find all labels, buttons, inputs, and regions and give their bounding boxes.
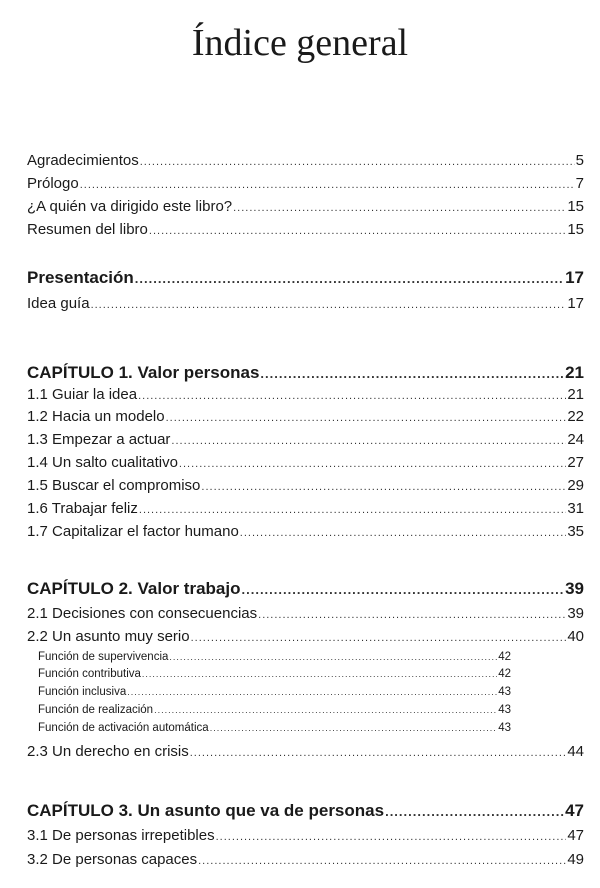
dot-leader	[179, 453, 566, 475]
toc-subentry-page: 42	[498, 651, 511, 663]
toc-entry-page: 15	[567, 221, 584, 238]
toc-entry-page: 5	[575, 152, 584, 169]
toc-entry-page: 47	[567, 827, 584, 844]
toc-entry-label: 1.5 Buscar el compromiso	[27, 477, 201, 494]
dot-leader	[385, 800, 564, 824]
dot-leader	[240, 522, 567, 544]
dot-leader	[140, 151, 575, 173]
toc-heading-label: CAPÍTULO 1. Valor personas	[27, 363, 260, 382]
dot-leader	[242, 578, 565, 602]
toc-entry-1-2[interactable]	[27, 406, 584, 429]
toc-entry-2-3[interactable]	[27, 741, 584, 764]
toc-heading-label: CAPÍTULO 3. Un asunto que va de personas	[27, 801, 385, 820]
dot-leader	[139, 499, 566, 521]
toc-heading-presentacion[interactable]	[27, 266, 584, 291]
toc-heading-label: Presentación	[27, 268, 134, 287]
toc-entry-page: 35	[567, 523, 584, 540]
toc-subentry-page: 42	[498, 668, 511, 680]
toc-entry-page: 24	[567, 431, 584, 448]
toc-entry-label: 1.1 Guiar la idea	[27, 386, 138, 403]
dot-leader	[80, 174, 575, 196]
toc-heading-page: 17	[565, 268, 584, 287]
toc-entry-page: 49	[567, 851, 584, 868]
dot-leader	[142, 666, 497, 683]
toc-subentry-label: Función de activación automática	[38, 722, 209, 734]
toc-entry-label: ¿A quién va dirigido este libro?	[27, 198, 233, 215]
toc-entry-page: 17	[567, 295, 584, 312]
toc-subentry-label: Función contributiva	[38, 668, 141, 680]
dot-leader	[169, 649, 497, 666]
toc-heading-label: CAPÍTULO 2. Valor trabajo	[27, 579, 241, 598]
toc-entry-3-2[interactable]	[27, 849, 584, 872]
toc-entry-page: 22	[567, 408, 584, 425]
dot-leader	[149, 220, 566, 242]
toc-entry-label: 3.2 De personas capaces	[27, 851, 198, 868]
toc-entry-1-5[interactable]	[27, 475, 584, 498]
toc-subentry-inclusiva[interactable]	[38, 684, 511, 701]
page-title: Índice general	[191, 22, 409, 64]
dot-leader	[171, 430, 566, 452]
toc-entry-idea-guia[interactable]	[27, 293, 584, 316]
dot-leader	[154, 702, 497, 719]
toc-entry-1-7[interactable]	[27, 521, 584, 544]
toc-entry-label: Idea guía	[27, 295, 90, 312]
dot-leader	[91, 294, 567, 316]
toc-entry-label: 1.7 Capitalizar el factor humano	[27, 523, 239, 540]
dot-leader	[233, 197, 566, 219]
toc-heading-page: 21	[565, 363, 584, 382]
toc-subentry-supervivencia[interactable]	[38, 649, 511, 666]
toc-entry-1-6[interactable]	[27, 498, 584, 521]
toc-subentry-label: Función de supervivencia	[38, 651, 169, 663]
toc-entry-a-quien[interactable]	[27, 196, 584, 219]
toc-entry-label: 2.2 Un asunto muy serio	[27, 628, 190, 645]
toc-heading-capitulo-3[interactable]	[27, 799, 584, 824]
dot-leader	[166, 407, 567, 429]
dot-leader	[138, 385, 566, 407]
toc-subentry-page: 43	[498, 704, 511, 716]
toc-entry-3-1[interactable]	[27, 825, 584, 848]
toc-entry-label: 1.6 Trabajar feliz	[27, 500, 138, 517]
toc-heading-capitulo-2[interactable]	[27, 577, 584, 602]
toc-subentry-activacion[interactable]	[38, 720, 511, 737]
toc-entry-page: 7	[575, 175, 584, 192]
dot-leader	[216, 826, 567, 848]
toc-subentry-page: 43	[498, 722, 511, 734]
toc-subentry-realizacion[interactable]	[38, 702, 511, 719]
dot-leader	[191, 627, 567, 649]
toc-entry-1-4[interactable]	[27, 452, 584, 475]
toc-entry-1-3[interactable]	[27, 429, 584, 452]
toc-entry-label: 1.2 Hacia un modelo	[27, 408, 165, 425]
toc-entry-page: 29	[567, 477, 584, 494]
dot-leader	[258, 604, 566, 626]
toc-entry-agradecimientos[interactable]	[27, 150, 584, 173]
dot-leader	[127, 684, 497, 701]
toc-entry-label: 2.1 Decisiones con consecuencias	[27, 605, 258, 622]
toc-entry-1-1[interactable]	[27, 384, 584, 407]
toc-entry-page: 27	[567, 454, 584, 471]
toc-entry-label: 2.3 Un derecho en crisis	[27, 743, 189, 760]
toc-subentry-label: Función inclusiva	[38, 686, 127, 698]
toc-entry-page: 44	[567, 743, 584, 760]
toc-entry-label: Agradecimientos	[27, 152, 139, 169]
dot-leader	[190, 742, 567, 764]
toc-entry-label: Resumen del libro	[27, 221, 148, 238]
toc-entry-2-1[interactable]	[27, 603, 584, 626]
toc-entry-page: 15	[567, 198, 584, 215]
toc-entry-label: 1.4 Un salto cualitativo	[27, 454, 178, 471]
toc-subentry-page: 43	[498, 686, 511, 698]
toc-entry-label: Prólogo	[27, 175, 79, 192]
toc-entry-resumen[interactable]	[27, 219, 584, 242]
toc-entry-page: 39	[567, 605, 584, 622]
dot-leader	[198, 850, 566, 872]
toc-heading-capitulo-1[interactable]	[27, 361, 584, 386]
toc-entry-page: 40	[567, 628, 584, 645]
toc-heading-page: 39	[565, 579, 584, 598]
toc-heading-page: 47	[565, 801, 584, 820]
toc-entry-label: 1.3 Empezar a actuar	[27, 431, 171, 448]
toc-subentry-contributiva[interactable]	[38, 666, 511, 683]
dot-leader	[135, 267, 564, 291]
toc-entry-page: 21	[567, 386, 584, 403]
toc-entry-2-2[interactable]	[27, 626, 584, 649]
dot-leader	[201, 476, 566, 498]
toc-entry-page: 31	[567, 500, 584, 517]
toc-subentry-label: Función de realización	[38, 704, 154, 716]
toc-entry-label: 3.1 De personas irrepetibles	[27, 827, 215, 844]
toc-entry-prologo[interactable]	[27, 173, 584, 196]
dot-leader	[210, 720, 498, 737]
dot-leader	[260, 362, 564, 386]
